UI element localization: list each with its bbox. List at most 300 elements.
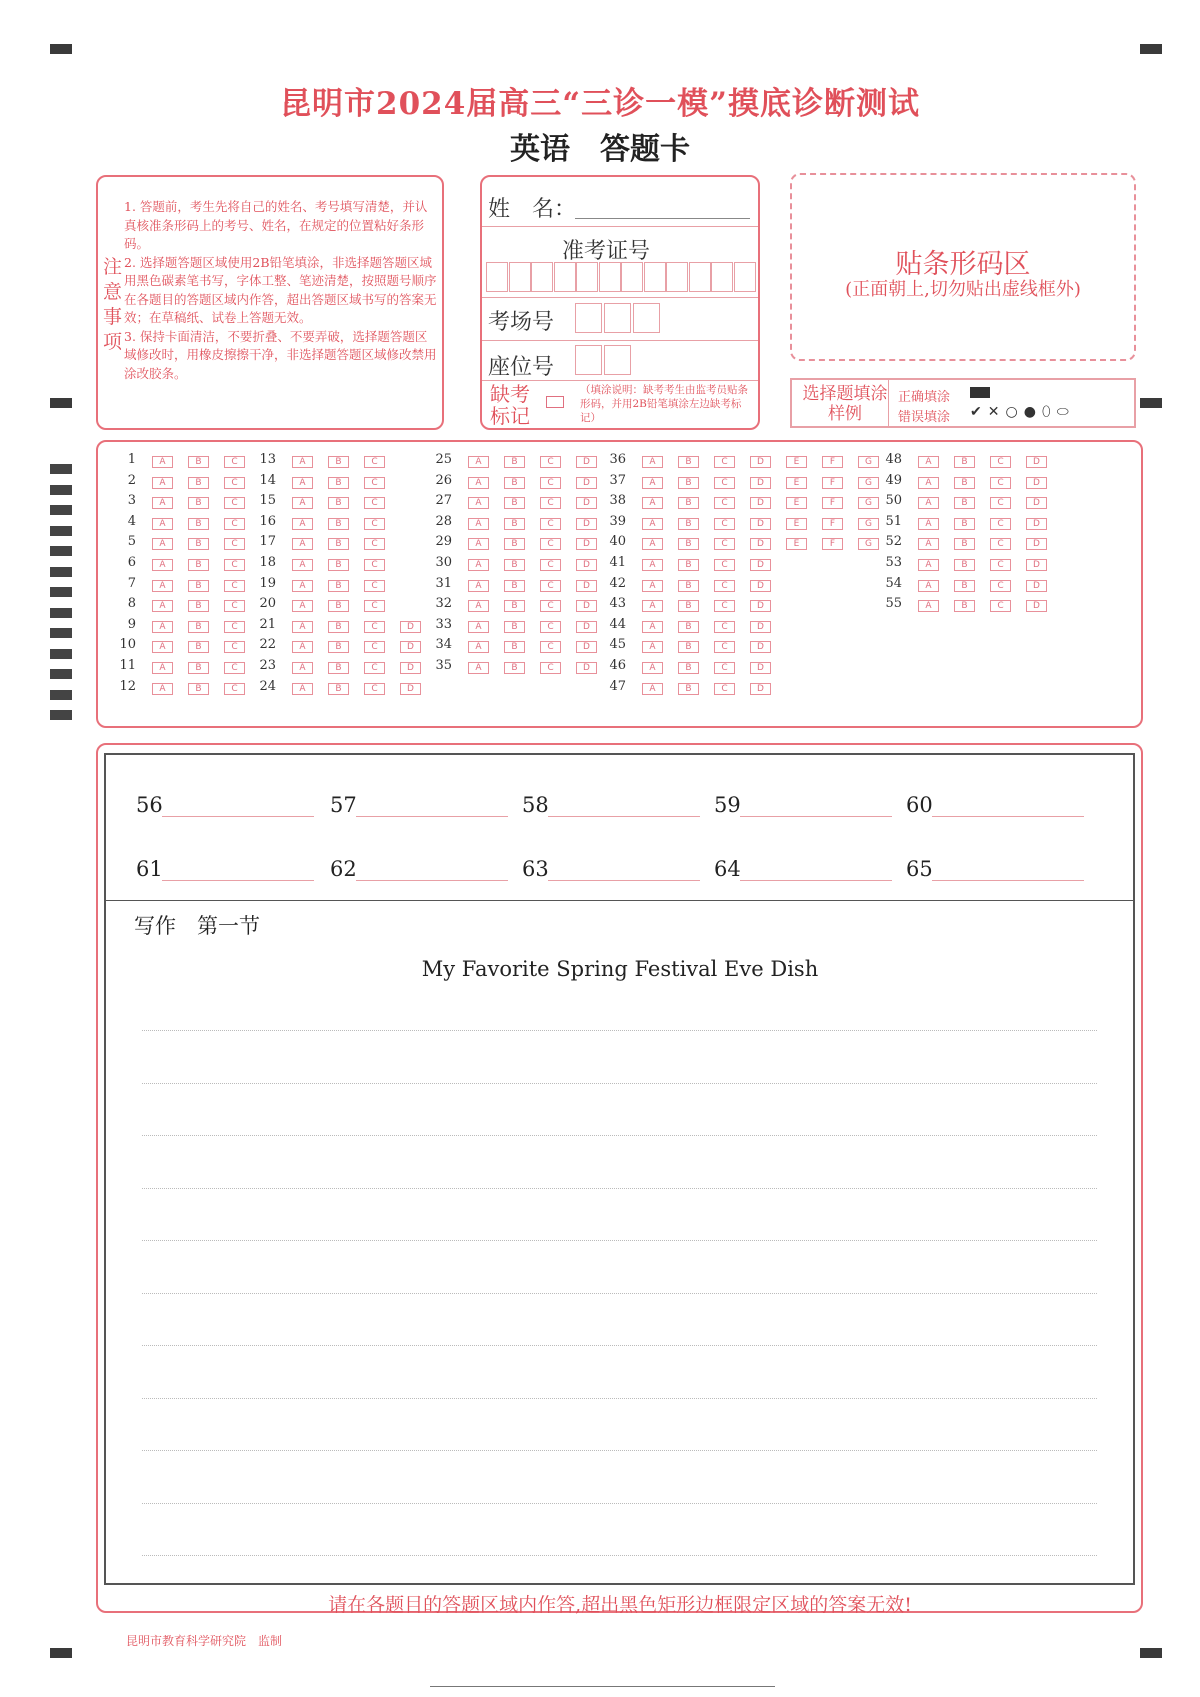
question-number: 31 (435, 575, 452, 591)
option-bubble-a[interactable]: A (152, 641, 173, 653)
seat-digit-box[interactable] (604, 345, 631, 375)
option-bubble-b[interactable]: B (328, 538, 349, 550)
option-bubble-d[interactable]: D (750, 600, 771, 612)
option-bubble-c[interactable]: C (224, 497, 245, 509)
option-bubble-a[interactable]: A (292, 662, 313, 674)
option-bubble-c[interactable]: C (540, 518, 561, 530)
writing-line[interactable] (142, 1450, 1097, 1451)
option-bubble-c[interactable]: C (364, 641, 385, 653)
question-number: 1 (127, 452, 136, 467)
option-bubble-b[interactable]: B (328, 662, 349, 674)
writing-line[interactable] (142, 1188, 1097, 1189)
absent-note: （填涂说明：缺考考生由监考员贴条形码，并用2B铅笔填涂左边缺考标记） (580, 384, 748, 424)
option-bubble-a[interactable]: A (642, 580, 663, 592)
option-bubble-b[interactable]: B (678, 497, 699, 509)
fill-answer-line[interactable] (162, 816, 314, 817)
option-bubble-c[interactable]: C (540, 621, 561, 633)
writing-line[interactable] (142, 1503, 1097, 1504)
option-bubble-c[interactable]: C (224, 580, 245, 592)
option-bubble-d[interactable]: D (576, 600, 597, 612)
option-bubble-c[interactable]: C (540, 456, 561, 468)
wrong-mark: ○ (1005, 404, 1024, 420)
option-bubble-c[interactable]: C (714, 538, 735, 550)
option-bubble-b[interactable]: B (188, 580, 209, 592)
option-bubble-d[interactable]: D (1026, 559, 1047, 571)
option-bubble-d[interactable]: D (400, 662, 421, 674)
exam-id-digit-box[interactable] (509, 262, 531, 292)
option-bubble-b[interactable]: B (328, 477, 349, 489)
question-number: 27 (435, 493, 452, 509)
option-bubble-a[interactable]: A (642, 600, 663, 612)
fill-question-number: 58 (522, 793, 549, 817)
name-label: 姓 名： (488, 197, 577, 222)
question-number: 48 (885, 452, 902, 467)
option-bubble-g[interactable]: G (858, 538, 879, 550)
option-bubble-b[interactable]: B (188, 497, 209, 509)
option-bubble-a[interactable]: A (292, 518, 313, 530)
option-bubble-a[interactable]: A (468, 621, 489, 633)
option-bubble-b[interactable]: B (504, 580, 525, 592)
option-bubble-f[interactable]: F (822, 538, 843, 550)
question-number: 34 (435, 637, 452, 653)
fill-answer-line[interactable] (932, 816, 1084, 817)
exam-id-digit-box[interactable] (486, 262, 508, 292)
option-bubble-f[interactable]: F (822, 518, 843, 530)
option-bubble-d[interactable]: D (576, 559, 597, 571)
option-bubble-c[interactable]: C (714, 497, 735, 509)
option-bubble-a[interactable]: A (918, 580, 939, 592)
option-bubble-g[interactable]: G (858, 456, 879, 468)
option-bubble-b[interactable]: B (328, 497, 349, 509)
option-bubble-a[interactable]: A (152, 518, 173, 530)
question-number: 29 (435, 534, 452, 550)
option-bubble-c[interactable]: C (364, 621, 385, 633)
option-bubble-c[interactable]: C (224, 559, 245, 571)
corner-mark-left-mid (50, 398, 72, 408)
option-bubble-b[interactable]: B (678, 538, 699, 550)
option-bubble-b[interactable]: B (328, 600, 349, 612)
option-bubble-b[interactable]: B (188, 600, 209, 612)
option-bubble-a[interactable]: A (292, 621, 313, 633)
option-bubble-d[interactable]: D (400, 621, 421, 633)
option-bubble-a[interactable]: A (918, 559, 939, 571)
exam-id-digit-box[interactable] (554, 262, 576, 292)
question-number: 32 (435, 596, 452, 612)
option-bubble-d[interactable]: D (1026, 580, 1047, 592)
option-bubble-a[interactable]: A (152, 683, 173, 695)
wrong-fill-marks (970, 404, 1075, 420)
option-bubble-g[interactable]: G (858, 497, 879, 509)
option-bubble-d[interactable]: D (576, 662, 597, 674)
option-bubble-c[interactable]: C (224, 662, 245, 674)
name-field[interactable] (575, 218, 750, 219)
option-bubble-b[interactable]: B (328, 683, 349, 695)
option-bubble-a[interactable]: A (918, 477, 939, 489)
option-bubble-b[interactable]: B (504, 497, 525, 509)
option-bubble-d[interactable]: D (1026, 600, 1047, 612)
option-bubble-c[interactable]: C (364, 456, 385, 468)
option-bubble-a[interactable]: A (918, 600, 939, 612)
option-bubble-a[interactable]: A (642, 518, 663, 530)
option-bubble-b[interactable]: B (188, 559, 209, 571)
option-bubble-b[interactable]: B (328, 621, 349, 633)
option-bubble-c[interactable]: C (224, 538, 245, 550)
option-bubble-d[interactable]: D (750, 641, 771, 653)
option-bubble-b[interactable]: B (188, 538, 209, 550)
option-bubble-c[interactable]: C (990, 600, 1011, 612)
option-bubble-b[interactable]: B (678, 580, 699, 592)
option-bubble-c[interactable]: C (224, 621, 245, 633)
fill-answer-line[interactable] (356, 880, 508, 881)
writing-line[interactable] (142, 1083, 1097, 1084)
option-bubble-b[interactable]: B (504, 538, 525, 550)
option-bubble-d[interactable]: D (750, 456, 771, 468)
option-bubble-d[interactable]: D (576, 580, 597, 592)
option-bubble-c[interactable]: C (364, 559, 385, 571)
option-bubble-c[interactable]: C (540, 600, 561, 612)
option-bubble-b[interactable]: B (504, 559, 525, 571)
writing-line[interactable] (142, 1240, 1097, 1241)
option-bubble-c[interactable]: C (540, 477, 561, 489)
option-bubble-b[interactable]: B (678, 683, 699, 695)
exam-id-digit-box[interactable] (711, 262, 733, 292)
option-bubble-c[interactable]: C (714, 683, 735, 695)
notes-label (103, 255, 125, 355)
option-bubble-b[interactable]: B (328, 518, 349, 530)
option-bubble-b[interactable]: B (504, 662, 525, 674)
option-bubble-d[interactable]: D (576, 477, 597, 489)
option-bubble-c[interactable]: C (714, 621, 735, 633)
essay-title: My Favorite Spring Festival Eve Dish (421, 957, 819, 981)
question-number: 37 (609, 472, 626, 488)
option-bubble-e[interactable]: E (786, 477, 807, 489)
option-bubble-c[interactable]: C (990, 518, 1011, 530)
option-bubble-d[interactable]: D (750, 662, 771, 674)
option-bubble-c[interactable]: C (364, 600, 385, 612)
option-bubble-c[interactable]: C (714, 600, 735, 612)
option-bubble-a[interactable]: A (918, 497, 939, 509)
option-bubble-c[interactable]: C (364, 477, 385, 489)
option-bubble-b[interactable]: B (504, 477, 525, 489)
option-bubble-a[interactable]: A (152, 559, 173, 571)
option-bubble-a[interactable]: A (292, 538, 313, 550)
notes-label-char: 项 (103, 331, 123, 353)
option-bubble-b[interactable]: B (504, 600, 525, 612)
option-bubble-b[interactable]: B (954, 497, 975, 509)
option-bubble-b[interactable]: B (188, 662, 209, 674)
wrong-mark: ⬯ (1041, 404, 1057, 420)
option-bubble-a[interactable]: A (468, 477, 489, 489)
exam-id-digit-box[interactable] (734, 262, 756, 292)
option-bubble-c[interactable]: C (364, 497, 385, 509)
option-bubble-b[interactable]: B (188, 518, 209, 530)
option-bubble-a[interactable]: A (292, 559, 313, 571)
option-bubble-c[interactable]: C (990, 497, 1011, 509)
exam-id-label: 准考证号 (562, 239, 651, 264)
fill-question-number: 60 (906, 793, 933, 817)
option-bubble-c[interactable]: C (714, 641, 735, 653)
question-number: 14 (259, 472, 276, 488)
option-bubble-c[interactable]: C (990, 456, 1011, 468)
sheet-subtitle: 英语 答题卡 (510, 132, 690, 167)
option-bubble-a[interactable]: A (152, 662, 173, 674)
option-bubble-a[interactable]: A (292, 456, 313, 468)
exam-id-digit-box[interactable] (576, 262, 598, 292)
option-bubble-d[interactable]: D (750, 477, 771, 489)
option-bubble-e[interactable]: E (786, 497, 807, 509)
option-bubble-b[interactable]: B (328, 580, 349, 592)
option-bubble-b[interactable]: B (678, 559, 699, 571)
question-number: 52 (885, 534, 902, 550)
writing-line[interactable] (142, 1135, 1097, 1136)
timing-mark (50, 710, 72, 720)
option-bubble-f[interactable]: F (822, 456, 843, 468)
option-bubble-c[interactable]: C (540, 580, 561, 592)
fill-answer-line[interactable] (162, 880, 314, 881)
option-bubble-c[interactable]: C (224, 477, 245, 489)
question-number: 28 (435, 513, 452, 529)
option-bubble-f[interactable]: F (822, 477, 843, 489)
option-bubble-d[interactable]: D (576, 621, 597, 633)
option-bubble-d[interactable]: D (750, 621, 771, 633)
option-bubble-b[interactable]: B (328, 641, 349, 653)
wrong-mark: ⬭ (1056, 404, 1075, 420)
option-bubble-d[interactable]: D (400, 683, 421, 695)
exam-id-digit-box[interactable] (666, 262, 688, 292)
fill-sample-label: 选择题填涂样例 (802, 384, 888, 424)
option-bubble-c[interactable]: C (224, 456, 245, 468)
option-bubble-a[interactable]: A (468, 518, 489, 530)
question-number: 43 (609, 596, 626, 612)
option-bubble-d[interactable]: D (576, 538, 597, 550)
option-bubble-g[interactable]: G (858, 518, 879, 530)
notes-label-char: 意 (103, 281, 123, 303)
exam-id-digit-box[interactable] (621, 262, 643, 292)
option-bubble-c[interactable]: C (224, 641, 245, 653)
option-bubble-a[interactable]: A (292, 477, 313, 489)
option-bubble-b[interactable]: B (328, 456, 349, 468)
option-bubble-c[interactable]: C (714, 559, 735, 571)
option-bubble-a[interactable]: A (918, 538, 939, 550)
option-bubble-c[interactable]: C (364, 662, 385, 674)
option-bubble-a[interactable]: A (468, 456, 489, 468)
option-bubble-c[interactable]: C (990, 580, 1011, 592)
room-digit-box[interactable] (633, 303, 660, 333)
fill-divider (104, 900, 1135, 901)
option-bubble-a[interactable]: A (642, 662, 663, 674)
option-bubble-a[interactable]: A (468, 641, 489, 653)
option-bubble-a[interactable]: A (642, 456, 663, 468)
option-bubble-a[interactable]: A (642, 559, 663, 571)
option-bubble-b[interactable]: B (954, 600, 975, 612)
option-bubble-d[interactable]: D (1026, 477, 1047, 489)
option-bubble-c[interactable]: C (224, 600, 245, 612)
option-bubble-c[interactable]: C (364, 580, 385, 592)
option-bubble-c[interactable]: C (540, 538, 561, 550)
option-bubble-c[interactable]: C (540, 559, 561, 571)
option-bubble-b[interactable]: B (954, 518, 975, 530)
option-bubble-b[interactable]: B (678, 641, 699, 653)
option-bubble-b[interactable]: B (678, 662, 699, 674)
option-bubble-d[interactable]: D (1026, 497, 1047, 509)
fill-question-number: 57 (330, 793, 357, 817)
option-bubble-e[interactable]: E (786, 518, 807, 530)
option-bubble-a[interactable]: A (918, 456, 939, 468)
option-bubble-a[interactable]: A (152, 497, 173, 509)
option-bubble-d[interactable]: D (576, 456, 597, 468)
option-bubble-c[interactable]: C (364, 538, 385, 550)
wrong-mark: ● (1023, 404, 1042, 420)
option-bubble-a[interactable]: A (152, 456, 173, 468)
option-bubble-a[interactable]: A (642, 497, 663, 509)
option-bubble-b[interactable]: B (678, 477, 699, 489)
option-bubble-b[interactable]: B (504, 456, 525, 468)
exam-id-digit-box[interactable] (531, 262, 553, 292)
fill-question-number: 62 (330, 857, 357, 881)
option-bubble-d[interactable]: D (750, 683, 771, 695)
option-bubble-d[interactable]: D (750, 559, 771, 571)
timing-mark (50, 628, 72, 638)
option-bubble-b[interactable]: B (188, 641, 209, 653)
exam-id-digit-box[interactable] (644, 262, 666, 292)
bottom-rule (430, 1686, 775, 1687)
option-bubble-a[interactable]: A (468, 600, 489, 612)
option-bubble-d[interactable]: D (750, 518, 771, 530)
option-bubble-b[interactable]: B (188, 621, 209, 633)
option-bubble-c[interactable]: C (224, 683, 245, 695)
option-bubble-a[interactable]: A (468, 538, 489, 550)
option-bubble-d[interactable]: D (750, 497, 771, 509)
option-bubble-b[interactable]: B (954, 580, 975, 592)
option-bubble-a[interactable]: A (152, 621, 173, 633)
option-bubble-b[interactable]: B (954, 456, 975, 468)
question-number: 3 (127, 493, 136, 509)
writing-line[interactable] (142, 1345, 1097, 1346)
room-digit-box[interactable] (575, 303, 602, 333)
option-bubble-a[interactable]: A (468, 662, 489, 674)
fill-answer-line[interactable] (356, 816, 508, 817)
option-bubble-a[interactable]: A (152, 477, 173, 489)
option-bubble-a[interactable]: A (642, 641, 663, 653)
option-bubble-c[interactable]: C (714, 580, 735, 592)
option-bubble-a[interactable]: A (292, 641, 313, 653)
option-bubble-b[interactable]: B (678, 621, 699, 633)
option-bubble-d[interactable]: D (750, 538, 771, 550)
option-bubble-b[interactable]: B (504, 518, 525, 530)
option-bubble-b[interactable]: B (504, 621, 525, 633)
option-bubble-e[interactable]: E (786, 538, 807, 550)
note-item: 1. 答题前，考生先将自己的姓名、考号填写清楚，并认真核准条形码上的考号、姓名，在规定的位置粘好条形码。 (124, 199, 428, 251)
option-bubble-a[interactable]: A (642, 621, 663, 633)
option-bubble-a[interactable]: A (292, 600, 313, 612)
fill-answer-line[interactable] (740, 816, 892, 817)
option-bubble-d[interactable]: D (576, 497, 597, 509)
option-bubble-b[interactable]: B (504, 641, 525, 653)
option-bubble-a[interactable]: A (468, 559, 489, 571)
exam-id-digit-box[interactable] (689, 262, 711, 292)
option-bubble-c[interactable]: C (364, 518, 385, 530)
option-bubble-c[interactable]: C (540, 641, 561, 653)
option-bubble-c[interactable]: C (540, 497, 561, 509)
option-bubble-b[interactable]: B (188, 683, 209, 695)
option-bubble-b[interactable]: B (678, 600, 699, 612)
question-number: 19 (259, 575, 276, 591)
option-bubble-b[interactable]: B (328, 559, 349, 571)
option-bubble-f[interactable]: F (822, 497, 843, 509)
option-bubble-c[interactable]: C (714, 518, 735, 530)
option-bubble-a[interactable]: A (292, 497, 313, 509)
writing-line[interactable] (142, 1555, 1097, 1556)
seat-digit-box[interactable] (575, 345, 602, 375)
question-number: 5 (127, 534, 136, 550)
option-bubble-b[interactable]: B (678, 456, 699, 468)
option-bubble-c[interactable]: C (540, 662, 561, 674)
timing-mark (50, 505, 72, 515)
exam-id-digit-box[interactable] (599, 262, 621, 292)
fill-answer-line[interactable] (932, 880, 1084, 881)
room-digit-box[interactable] (604, 303, 631, 333)
option-bubble-c[interactable]: C (714, 477, 735, 489)
fill-answer-line[interactable] (548, 816, 700, 817)
option-bubble-d[interactable]: D (1026, 456, 1047, 468)
option-bubble-d[interactable]: D (576, 641, 597, 653)
option-bubble-d[interactable]: D (750, 580, 771, 592)
option-bubble-b[interactable]: B (954, 559, 975, 571)
option-bubble-a[interactable]: A (292, 580, 313, 592)
question-number: 7 (127, 575, 136, 591)
option-bubble-c[interactable]: C (990, 538, 1011, 550)
writing-line[interactable] (142, 1030, 1097, 1031)
option-bubble-c[interactable]: C (714, 662, 735, 674)
option-bubble-a[interactable]: A (642, 477, 663, 489)
option-bubble-e[interactable]: E (786, 456, 807, 468)
option-bubble-a[interactable]: A (468, 497, 489, 509)
option-bubble-b[interactable]: B (188, 456, 209, 468)
option-bubble-c[interactable]: C (990, 477, 1011, 489)
option-bubble-a[interactable]: A (918, 518, 939, 530)
option-bubble-a[interactable]: A (642, 538, 663, 550)
fill-answer-line[interactable] (548, 880, 700, 881)
option-bubble-c[interactable]: C (990, 559, 1011, 571)
option-bubble-a[interactable]: A (292, 683, 313, 695)
fill-question-number: 56 (136, 793, 163, 817)
option-bubble-a[interactable]: A (642, 683, 663, 695)
wrong-mark: ✕ (987, 404, 1006, 420)
writing-line[interactable] (142, 1398, 1097, 1399)
option-bubble-c[interactable]: C (364, 683, 385, 695)
option-bubble-a[interactable]: A (152, 600, 173, 612)
absent-checkbox[interactable] (546, 396, 564, 408)
option-bubble-d[interactable]: D (576, 518, 597, 530)
option-bubble-c[interactable]: C (224, 518, 245, 530)
option-bubble-a[interactable]: A (152, 538, 173, 550)
option-bubble-d[interactable]: D (1026, 538, 1047, 550)
option-bubble-d[interactable]: D (1026, 518, 1047, 530)
option-bubble-b[interactable]: B (678, 518, 699, 530)
option-bubble-b[interactable]: B (188, 477, 209, 489)
option-bubble-b[interactable]: B (954, 538, 975, 550)
writing-line[interactable] (142, 1293, 1097, 1294)
option-bubble-g[interactable]: G (858, 477, 879, 489)
corner-mark-top-right (1140, 44, 1162, 54)
option-bubble-c[interactable]: C (714, 456, 735, 468)
fill-answer-line[interactable] (740, 880, 892, 881)
option-bubble-a[interactable]: A (468, 580, 489, 592)
fill-question-number: 61 (136, 857, 163, 881)
option-bubble-a[interactable]: A (152, 580, 173, 592)
option-bubble-b[interactable]: B (954, 477, 975, 489)
option-bubble-d[interactable]: D (400, 641, 421, 653)
